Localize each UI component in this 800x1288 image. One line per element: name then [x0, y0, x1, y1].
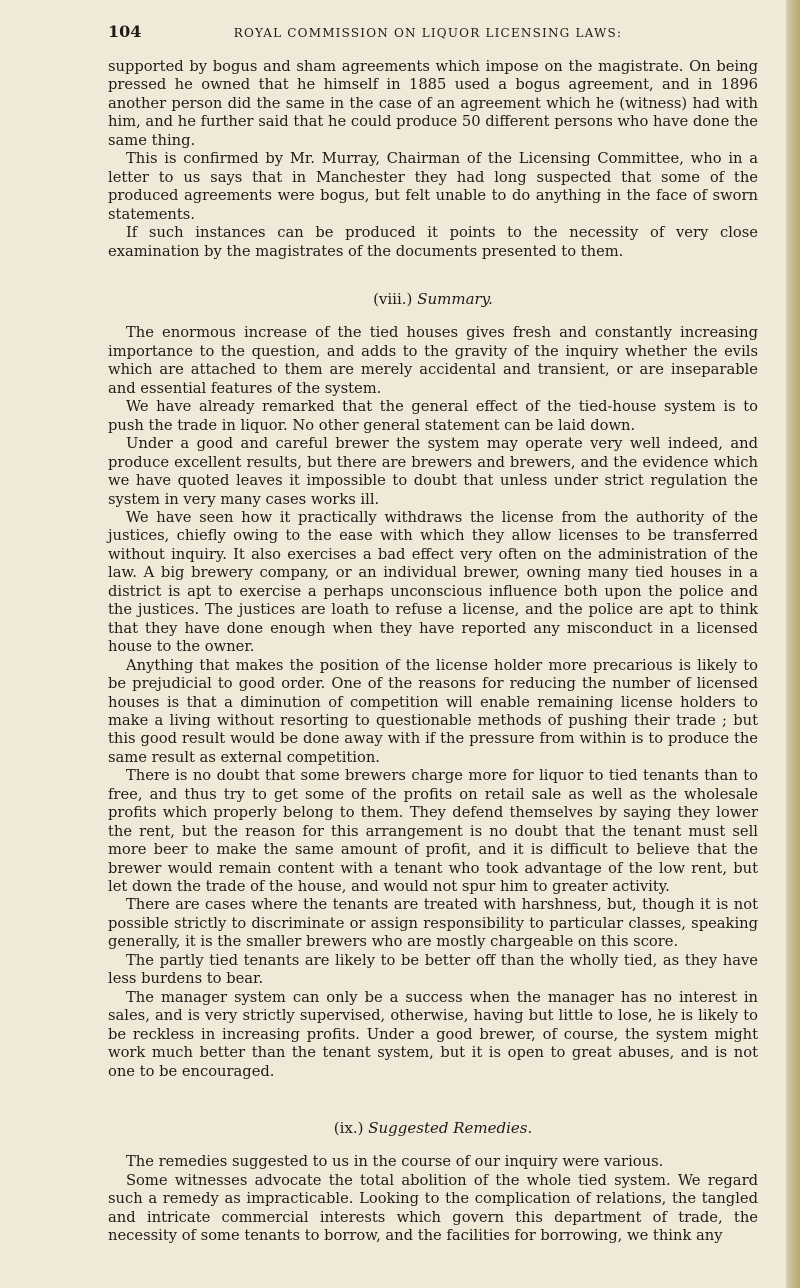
page-number: 104 [108, 22, 142, 41]
paragraph: We have seen how it practically withdraws the license from the authority of the justices, chiefly owing to the ease with which they allow licenses to be transferred without inquiry. It also exercises a bad effect very often on the administration of the law. A big brewery company, or an individual brewer, owning many tied houses in a district is apt to exercise a perhaps unconscious influence both upon the police and the justices. The justices are loath to refuse a license, and the police are apt to think that they have done enough when they have reported any misconduct in a licensed house to the owner. [108, 508, 758, 656]
paragraph: If such instances can be produced it points to the necessity of very close examination by the magistrates of the documents presented to them. [108, 224, 758, 260]
paragraph: The manager system can only be a success when the manager has no interest in sales, and is very strictly supervised, otherwise, having but little to lose, he is likely to be reckless in increasing profits. Under a good brewer, of course, the system might work much better than the tenant system, but it is open to great abuses, and is not one to be encouraged. [108, 988, 758, 1080]
paragraph: There are cases where the tenants are treated with harshness, but, though it is not possible strictly to discriminate or assign responsibility to particular classes, speaking generally, it is the smaller brewers who are mostly chargeable on this score. [108, 896, 758, 951]
paragraph: Anything that makes the position of the license holder more precarious is likely to be prejudicial to good order. One of the reasons for reducing the number of licensed houses is that a diminution of competition will enable remaining license holders to make a living without resorting to questionable methods of pushing their trade ; but this good result would be done away with if the pressure from within is to produce the same result as external competition. [108, 656, 758, 766]
section-number: (viii.) [373, 289, 413, 308]
section-heading-summary [108, 290, 758, 308]
paragraph: Under a good and careful brewer the system may operate very well indeed, and produce excellent results, but there are brewers and brewers, and the evidence which we have quoted leaves it impossible to doubt that unless under strict regulation the system in very many cases works ill. [108, 435, 758, 508]
page-header [108, 22, 748, 46]
page-edge [786, 0, 800, 1288]
paragraph: The partly tied tenants are likely to be better off than the wholly tied, as they have less burdens to bear. [108, 951, 758, 988]
running-head: ROYAL COMMISSION ON LIQUOR LICENSING LAWS: [233, 26, 623, 40]
paragraph: The remedies suggested to us in the course of our inquiry were various. [126, 1153, 664, 1171]
paragraph: This is confirmed by Mr. Murray, Chairman of the Licensing Committee, who in a letter to us says that in Manchester they had long suspected that some of the produced agreements were bogus, but felt unable to do anything in the face of sworn statements. [108, 150, 758, 223]
paragraph: The enormous increase of the tied houses gives fresh and constantly increasing importance to the question, and adds to the gravity of the inquiry whether the evils which are attached to them are merely accidental and transient, or are inseparable and essential features of the system. [108, 324, 758, 397]
section-title: Suggested Remedies. [368, 1119, 533, 1138]
section-number: (ix.) [333, 1119, 364, 1138]
paragraph: There is no doubt that some brewers charge more for liquor to tied tenants than to free, and thus try to get some of the profits on retail sale as well as the wholesale profits which properly belong to them. They defend themselves by saying they lower the rent, but the reason for this arrangement is no doubt that the tenant must sell more beer to make the same amount of profit, and it is difficult to believe that the brewer would remain content with a tenant who took advantage of the low rent, but let down the trade of the house, and would not spur him to greater activity. [108, 767, 758, 896]
paragraph: We have already remarked that the general effect of the tied-house system is to push the trade in liquor. No other general statement can be laid down. [108, 398, 758, 434]
section-heading-remedies [108, 1119, 758, 1137]
section-title: Summary. [417, 289, 493, 308]
page-body [108, 58, 758, 1246]
paragraph: supported by bogus and sham agreements which impose on the magistrate. On being pressed he owned that he himself in 1885 used a bogus agreement, and in 1896 another person did the same in the case of an agreement which he (witness) had with him, and he further said that he could produce 50 different persons who have done the same thing. [108, 58, 758, 149]
paragraph: Some witnesses advocate the total abolition of the whole tied system. We regard such a remedy as impracticable. Looking to the complication of relations, the tangled and intricate commercial interests which govern this department of trade, the necessity of some tenants to borrow, and the facilities for borrowing, we think any [108, 1171, 758, 1245]
